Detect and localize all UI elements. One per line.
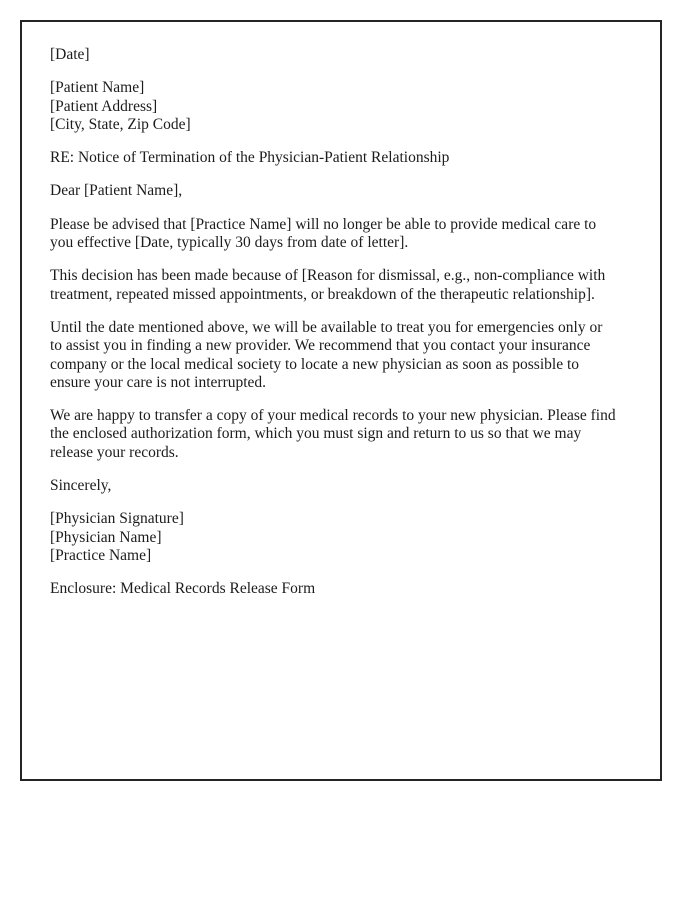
salutation: Dear [Patient Name], bbox=[50, 182, 183, 200]
text-line: [City, State, Zip Code] bbox=[50, 115, 191, 133]
recipient-address-block bbox=[50, 79, 636, 134]
enclosure-note: Enclosure: Medical Records Release Form bbox=[50, 580, 316, 598]
text-line: [Physician Name] bbox=[50, 528, 162, 546]
letter-page bbox=[20, 20, 662, 781]
text-line: This decision has been made because of [Reason for dismissal, e.g., non-compliance with bbox=[50, 267, 606, 285]
text-line: We are happy to transfer a copy of your medical records to your new physician. Please find bbox=[50, 407, 616, 425]
closing: Sincerely, bbox=[50, 477, 112, 495]
body-paragraph bbox=[50, 319, 636, 392]
body-paragraph bbox=[50, 267, 636, 304]
text-line: [Practice Name] bbox=[50, 546, 152, 564]
text-line: Please be advised that [Practice Name] will no longer be able to provide medical care to bbox=[50, 215, 597, 233]
body-paragraph bbox=[50, 407, 636, 462]
text-line: you effective [Date, typically 30 days from date of letter]. bbox=[50, 234, 409, 252]
text-line: to assist you in finding a new provider. We recommend that you contact your insurance bbox=[50, 337, 591, 355]
text-line: the enclosed authorization form, which you must sign and return to us so that we may bbox=[50, 425, 582, 443]
subject-line: RE: Notice of Termination of the Physician-Patient Relationship bbox=[50, 149, 450, 167]
date-placeholder: [Date] bbox=[50, 46, 90, 63]
text-line: release your records. bbox=[50, 443, 179, 461]
text-line: [Patient Name] bbox=[50, 79, 145, 97]
text-line: Until the date mentioned above, we will be available to treat you for emergencies only or bbox=[50, 318, 603, 336]
text-line: [Patient Address] bbox=[50, 97, 158, 115]
signature-block bbox=[50, 510, 636, 565]
text-line: [Physician Signature] bbox=[50, 510, 184, 528]
text-line: company or the local medical society to locate a new physician as soon as possible to bbox=[50, 355, 580, 373]
text-line: ensure your care is not interrupted. bbox=[50, 373, 267, 391]
body-paragraph bbox=[50, 216, 636, 253]
text-line: treatment, repeated missed appointments, or breakdown of the therapeutic relationship]. bbox=[50, 285, 595, 303]
